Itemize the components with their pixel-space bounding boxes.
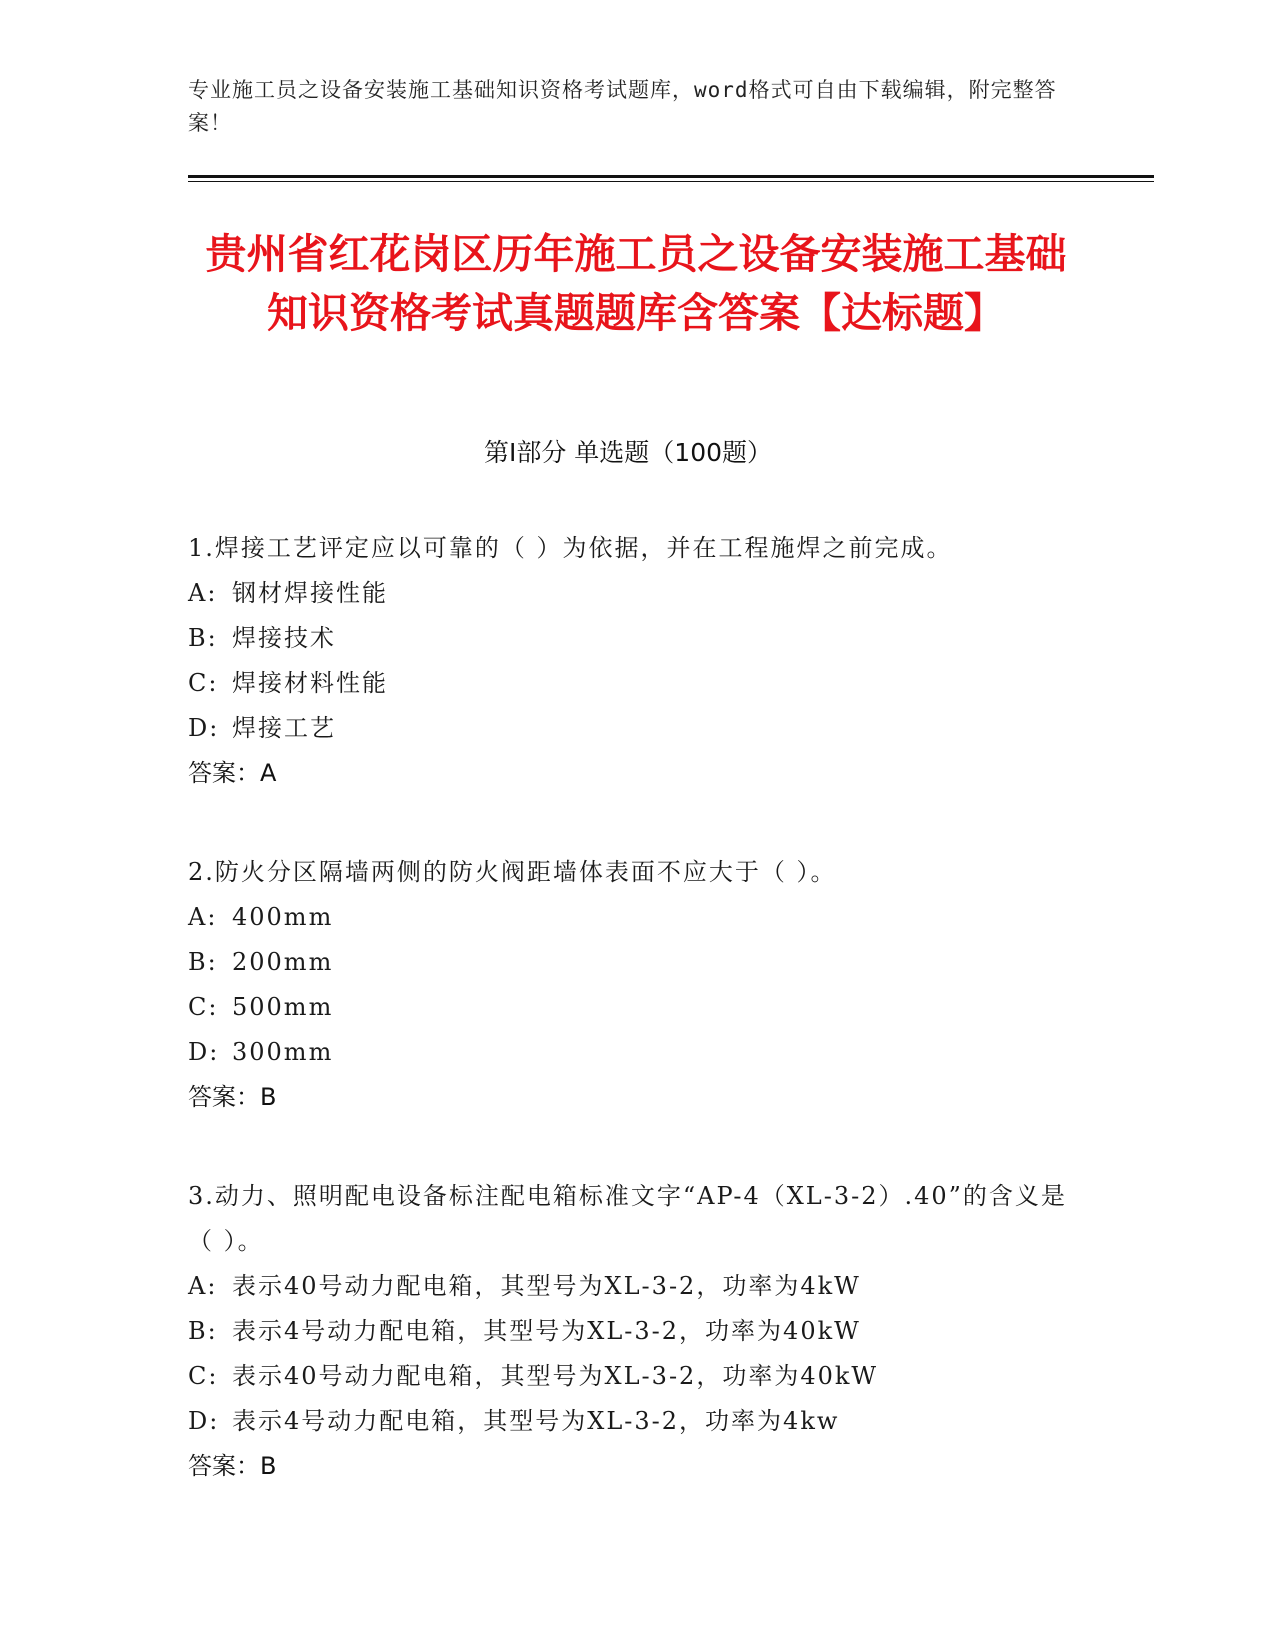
option-d — [188, 1030, 1088, 1075]
option-key: B: — [188, 624, 218, 652]
option-text: 钢材焊接性能 — [232, 579, 388, 607]
option-a — [188, 571, 1088, 616]
option-key: B: — [188, 1317, 218, 1345]
question-stem: 1.焊接工艺评定应以可靠的（ ）为依据，并在工程施焊之前完成。 — [188, 534, 953, 562]
answer-line: 答案：B — [188, 1452, 277, 1480]
question-1 — [188, 526, 1088, 796]
option-text: 200mm — [232, 948, 334, 976]
option-a — [188, 895, 1088, 940]
option-text: 500mm — [232, 993, 334, 1021]
option-key: D: — [188, 1407, 220, 1435]
question-3 — [188, 1174, 1088, 1489]
option-key: C: — [188, 1362, 219, 1390]
option-text: 焊接工艺 — [232, 714, 336, 742]
answer-line: 答案：B — [188, 1083, 277, 1111]
option-b — [188, 616, 1088, 661]
option-c — [188, 1354, 1088, 1399]
question-stem: 3.动力、照明配电设备标注配电箱标准文字“AP-4（XL-3-2）.40”的含义是（ ）。 — [188, 1182, 1067, 1255]
option-b — [188, 940, 1088, 985]
option-c — [188, 661, 1088, 706]
answer-line: 答案：A — [188, 759, 277, 787]
header-rule-thick — [188, 175, 1154, 178]
option-text: 300mm — [232, 1038, 334, 1066]
option-key: C: — [188, 993, 219, 1021]
option-key: C: — [188, 669, 219, 697]
option-key: B: — [188, 948, 218, 976]
option-key: A: — [188, 903, 218, 931]
header-note: 专业施工员之设备安装施工基础知识资格考试题库，word格式可自由下载编辑，附完整答案！ — [188, 78, 1057, 135]
option-text: 表示40号动力配电箱，其型号为XL-3-2，功率为4kW — [232, 1272, 861, 1300]
question-list — [188, 526, 1088, 1543]
option-text: 焊接材料性能 — [232, 669, 388, 697]
option-b — [188, 1309, 1088, 1354]
section-heading: 第Ⅰ部分 单选题（100题） — [483, 438, 773, 467]
option-key: D: — [188, 1038, 220, 1066]
header-rule-thin — [188, 181, 1154, 182]
option-text: 表示4号动力配电箱，其型号为XL-3-2，功率为4kw — [232, 1407, 840, 1435]
option-text: 400mm — [232, 903, 334, 931]
option-key: D: — [188, 714, 220, 742]
option-c — [188, 985, 1088, 1030]
option-a — [188, 1264, 1088, 1309]
option-text: 表示4号动力配电箱，其型号为XL-3-2，功率为40kW — [232, 1317, 861, 1345]
option-text: 焊接技术 — [232, 624, 336, 652]
option-d — [188, 706, 1088, 751]
question-stem: 2.防火分区隔墙两侧的防火阀距墙体表面不应大于（ ）。 — [188, 858, 837, 886]
question-2 — [188, 850, 1088, 1120]
option-key: A: — [188, 579, 218, 607]
option-key: A: — [188, 1272, 218, 1300]
option-d — [188, 1399, 1088, 1444]
document-title: 贵州省红花岗区历年施工员之设备安装施工基础知识资格考试真题题库含答案【达标题】 — [205, 230, 1067, 337]
option-text: 表示40号动力配电箱，其型号为XL-3-2，功率为40kW — [232, 1362, 879, 1390]
